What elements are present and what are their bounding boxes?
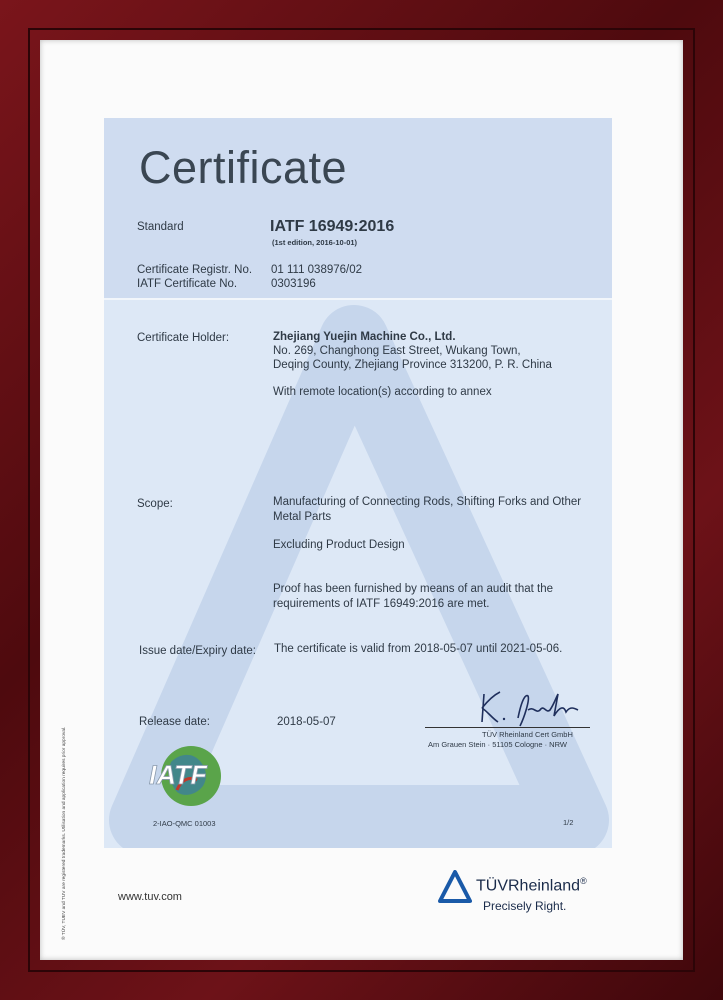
signer-address: Am Grauen Stein · 51105 Cologne · NRW [428,740,567,749]
registr-label: Certificate Registr. No. [137,264,253,276]
tuv-brand: TÜVRheinland® [476,876,587,895]
trademark-note: ® TÜV, TUEV and TUV are registered trademarks. Utilisation and application requires prior approval. [62,726,67,940]
holder-remote: With remote location(s) according to annex [273,386,492,398]
holder-address-1: No. 269, Changhong East Street, Wukang Town, [273,345,521,357]
release-value: 2018-05-07 [277,716,336,728]
proof-line-1: Proof has been furnished by means of an audit that the [273,583,554,595]
holder-name: Zhejiang Yuejin Machine Co., Ltd. [273,331,456,343]
standard-value: IATF 16949:2016 [270,218,395,235]
svg-text:IATF: IATF [149,760,207,790]
proof-line-2: requirements of IATF 16949:2016 are met. [273,598,490,610]
iatf-cert-label: IATF Certificate No. [137,278,238,290]
tuv-triangle-icon [438,870,472,904]
scope-excluding: Excluding Product Design [273,539,405,551]
scope-line-1: Manufacturing of Connecting Rods, Shifting Forks and Other [273,496,582,508]
signer-org: TÜV Rheinland Cert GmbH [482,730,573,739]
holder-label: Certificate Holder: [137,332,230,344]
signature-line [425,727,590,728]
iatf-logo [145,740,227,812]
page-number: 1/2 [563,818,574,827]
scope-label: Scope: [137,498,173,510]
issue-value: The certificate is valid from 2018-05-07 until 2021-05-06. [274,643,563,655]
signature [470,688,590,728]
scope-line-2: Metal Parts [273,511,332,523]
tuv-slogan: Precisely Right. [483,899,567,913]
registr-value: 01 111 038976/02 [271,264,363,276]
release-label: Release date: [139,716,210,728]
certificate-title: Certificate [139,142,348,193]
holder-address-2: Deqing County, Zhejiang Province 313200, P. R. China [273,359,552,371]
website: www.tuv.com [118,891,182,903]
issue-label: Issue date/Expiry date: [139,645,256,657]
iatf-code: 2-IAO-QMC 01003 [153,819,216,828]
standard-edition: (1st edition, 2016-10-01) [272,238,358,247]
standard-label: Standard [137,221,184,233]
iatf-cert-value: 0303196 [271,278,316,290]
